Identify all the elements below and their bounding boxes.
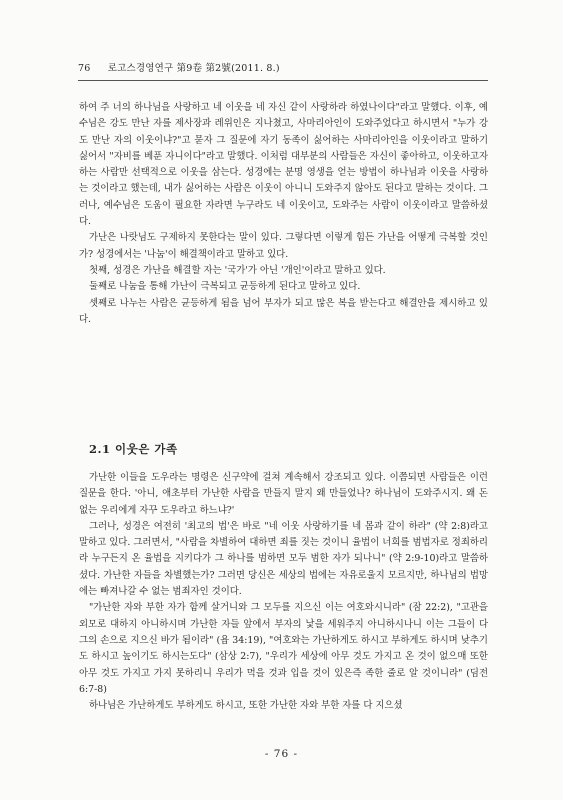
paragraph: "가난한 자와 부한 자가 함께 살거니와 그 모두를 지으신 이는 여호와시니라" (잠 22:2), "고관을 외모로 대하지 아니하시며 가난한 자들 앞에서 부자의 낯을 세워주지 아니하시나니 이는 그들이 다 그의 손으로 지으신 바가 됨이라" (욥 34:19), "여호와는 가난하게도 하시고 부하게도 하시며 낮추기도 하시고 높이기도 하시는도다" (삼상 2:7), "우리가 세상에 아무 것도 가지고 온 것이 없으매 또한 아무 것도 가지고 가지 못하리니 우리가 먹을 것과 입을 것이 있은즉 족한 줄로 알 것이니라" (딤전 6:7-8): [79, 602, 488, 695]
paragraph: 첫째, 성경은 가난을 해결할 자는 '국가'가 아닌 '개인'이라고 말하고 있다.: [89, 264, 386, 276]
body-text-top: [79, 100, 488, 328]
section-heading: 2.1 이웃은 가족: [89, 442, 178, 456]
paragraph: 가난은 나랏님도 구제하지 못한다는 말이 있다. 그렇다면 이렇게 힘든 가난을 어떻게 극복할 것인가? 성경에서는 '나눔'이 해결책이라고 말하고 있다.: [79, 232, 488, 260]
page-footer-number: - 76 -: [264, 748, 299, 760]
journal-title: 로고스경영연구 第9卷 第2號(2011. 8.): [107, 63, 280, 74]
header-divider: [78, 80, 488, 81]
paragraph: 셋째로 나누는 사람은 균등하게 됨을 넘어 부자가 되고 많은 복을 받는다고 해결안을 제시하고 있다.: [79, 297, 488, 325]
paragraph: 가난한 이들을 도우라는 명령은 신구약에 걸쳐 계속해서 강조되고 있다. 이쯤되면 사람들은 이런 질문을 한다. '아니, 애초부터 가난한 사람을 만들지 말지 왜 만들었나? 하나님이 도와주시지. 왜 돈 없는 우리에게 자꾸 도우라고 하느냐?': [79, 472, 488, 516]
body-text-bottom: [79, 470, 488, 714]
paragraph: 둘째로 나눔을 통해 가난이 극복되고 균등하게 된다고 말하고 있다.: [89, 281, 361, 293]
running-header: [78, 62, 488, 76]
header-page-number: 76: [78, 63, 91, 74]
paragraph: 하여 주 너의 하나님을 사랑하고 네 이웃을 네 자신 같이 사랑하라 하였나이다"라고 말했다. 이후, 예수님은 강도 만난 자를 제사장과 레위인은 지나쳤고, 사마리아인이 도와주었다고 하시면서 "누가 강도 만난 자의 이웃이냐?"고 묻자 그 질문에 자기 동족이 싫어하는 사마리아인을 이웃이라고 말하기 싫어서 "자비를 베푼 자니이다"라고 말했다. 이처럼 대부분의 사람들은 자신이 좋아하고, 이웃하고자 하는 사람만 선택적으로 이웃을 삼는다. 성경에는 분명 영생을 얻는 방법이 하나님과 이웃을 사랑하는 것이라고 했는데, 내가 싫어하는 사람은 이웃이 아니니 도와주지 않아도 된다고 말하는 것이다. 그러나, 예수님은 도움이 필요한 자라면 누구라도 네 이웃이고, 도와주는 사람이 이웃이라고 말씀하셨다.: [79, 102, 488, 228]
paragraph: 하나님은 가난하게도 부하게도 하시고, 또한 가난한 자와 부한 자를 다 지으셨: [89, 700, 403, 712]
paragraph: 그러나, 성경은 여전히 '최고의 법'은 바로 "네 이웃 사랑하기를 네 몸과 같이 하라" (약 2:8)라고 말하고 있다. 그러면서, "사람을 차별하여 대하면 죄를 짓는 것이니 율법이 너희를 범법자로 정죄하리라 누구든지 온 율법을 지키다가 그 하나를 범하면 모두 범한 자가 되나니" (약 2:9-10)라고 말씀하셨다. 가난한 자들을 차별했는가? 그러면 당신은 세상의 법에는 자유로울지 모르지만, 하나님의 법망에는 빠져나갈 수 없는 범죄자인 것이다.: [79, 520, 488, 598]
